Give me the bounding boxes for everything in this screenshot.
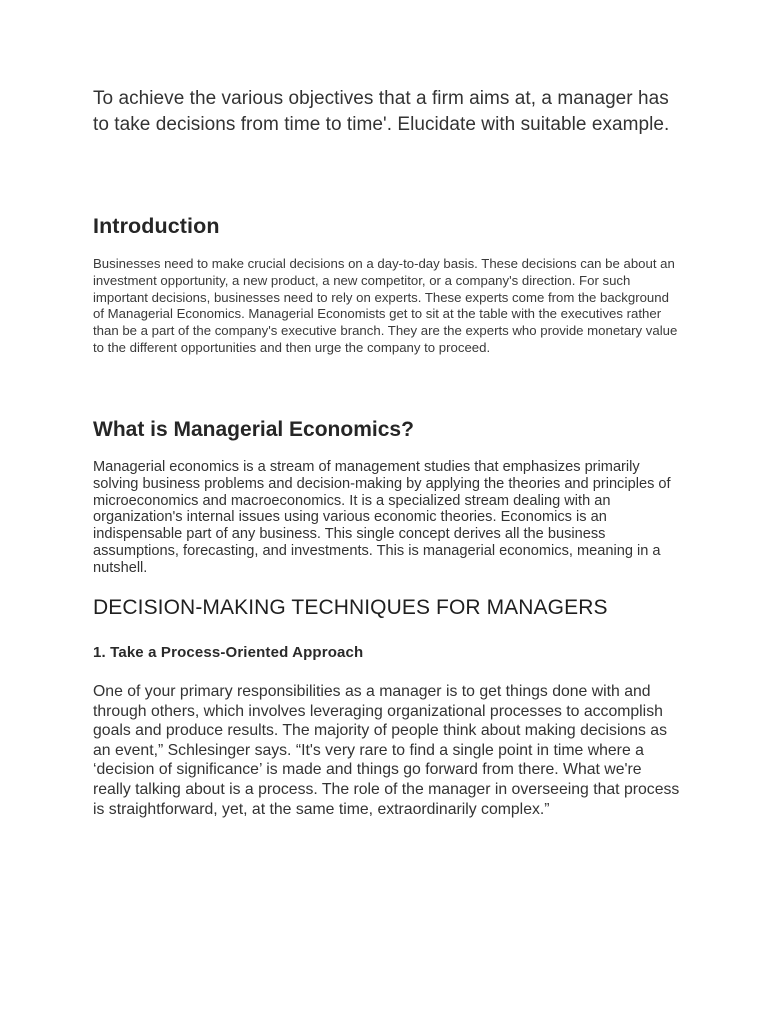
process-oriented-approach-heading: 1. Take a Process-Oriented Approach bbox=[93, 644, 364, 661]
introduction-heading: Introduction bbox=[93, 214, 220, 238]
managerial-economics-heading: What is Managerial Economics? bbox=[93, 418, 414, 441]
decision-making-techniques-heading: DECISION-MAKING TECHNIQUES FOR MANAGERS bbox=[93, 596, 608, 619]
introduction-paragraph: Businesses need to make crucial decisions on a day-to-day basis. These decisions can be about an investment opportunity, a new product, a new competitor, or a company's direction. For such important decisions, businesses need to rely on experts. These experts come from the background of Managerial Economics. Managerial Economists get to sit at the table with the executives rather than be a part of the company's executive branch. They are the experts who provide monetary value to the different opportunities and then urge the company to proceed. bbox=[93, 256, 678, 355]
managerial-economics-paragraph: Managerial economics is a stream of management studies that emphasizes primarily solving business problems and decision-making by applying the theories and principles of microeconomics and macroeconomics. It is a specialized stream dealing with an organization's internal issues using various economic theories. Economics is an indispensable part of any business. This single concept derives all the business assumptions, forecasting, and investments. This is managerial economics, meaning in a nutshell. bbox=[93, 459, 671, 576]
question-prompt: To achieve the various objectives that a firm aims at, a manager has to take decisions from time to time'. Elucidate with suitable example. bbox=[93, 88, 670, 135]
process-oriented-approach-paragraph: One of your primary responsibilities as a manager is to get things done with and through others, which involves leveraging organizational processes to accomplish goals and produce results. The majority of people think about making decisions as an event,” Schlesinger says. “It's very rare to find a single point in time where a ‘decision of significance’ is made and things go forward from there. What we're really talking about is a process. The role of the manager in overseeing that process is straightforward, yet, at the same time, extraordinarily complex.” bbox=[93, 683, 680, 818]
document-page bbox=[93, 86, 683, 818]
